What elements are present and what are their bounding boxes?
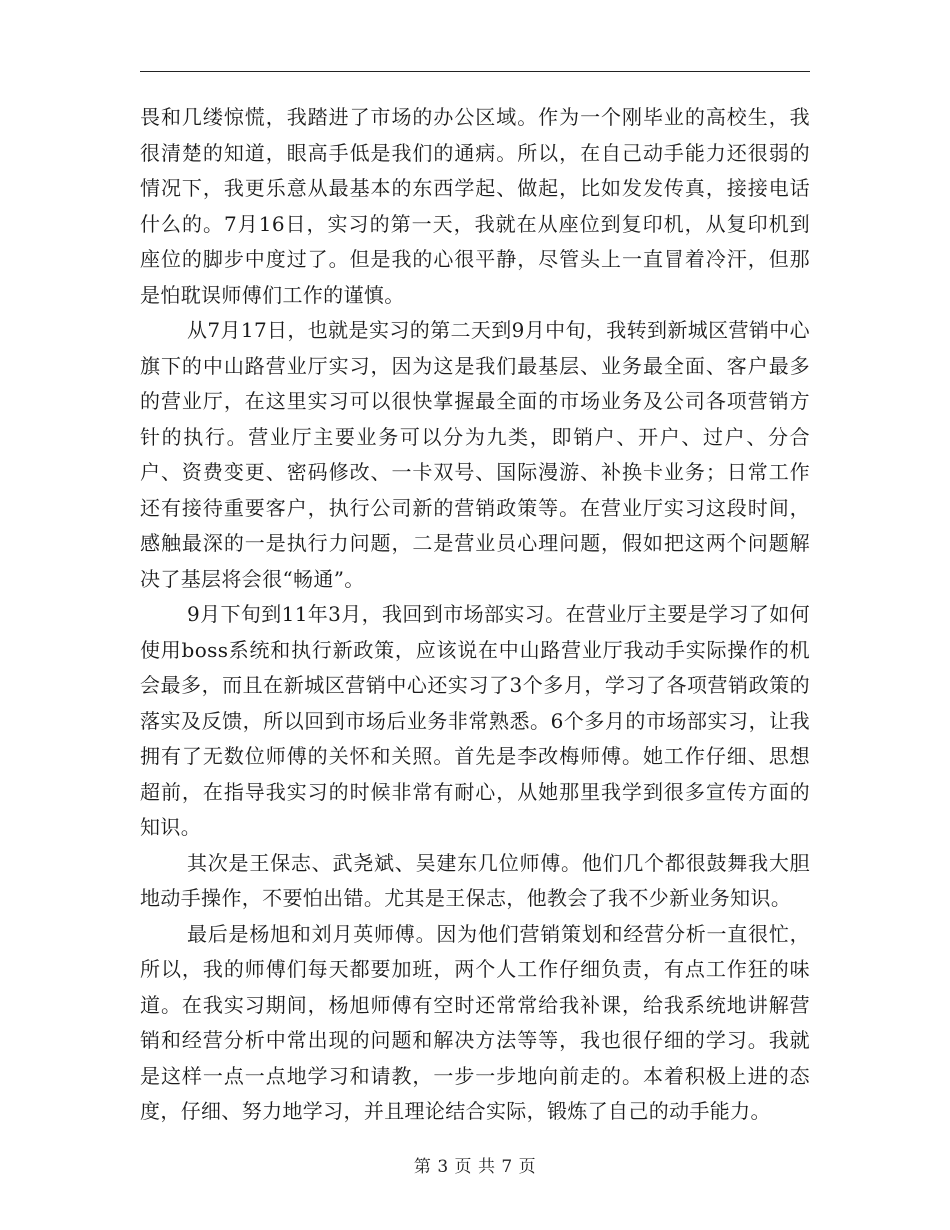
page-number-footer: 第 3 页 共 7 页 (413, 1157, 537, 1177)
paragraph-3: 9月下旬到11年3月，我回到市场部实习。在营业厅主要是学习了如何使用boss系统和执行新政策，应该说在中山路营业厅我动手实际操作的机会最多，而且在新城区营销中心还实习了3个多月，学习了各项营销政策的落实及反馈，所以回到市场后业务非常熟悉。6个多月的市场部实习，让我拥有了无数位师傅的关怀和关照。首先是李改梅师傅。她工作仔细、思想超前，在指导我实习的时候非常有耐心，从她那里我学到很多宣传方面的知识。 (140, 602, 810, 839)
paragraph-2: 从7月17日，也就是实习的第二天到9月中旬，我转到新城区营销中心旗下的中山路营业厅实习，因为这是我们最基层、业务最全面、客户最多的营业厅，在这里实习可以很快掌握最全面的市场业务及公司各项营销方针的执行。营业厅主要业务可以分为九类，即销户、开户、过户、分合户、资费变更、密码修改、一卡双号、国际漫游、补换卡业务；日常工作还有接待重要客户，执行公司新的营销政策等。在营业厅实习这段时间，感触最深的一是执行力问题，二是营业员心理问题，假如把这两个问题解决了基层将会很“畅通”。 (140, 318, 810, 591)
document-body (140, 100, 810, 1130)
paragraph-4: 其次是王保志、武尧斌、吴建东几位师傅。他们几个都很鼓舞我大胆地动手操作，不要怕出错。尤其是王保志，他教会了我不少新业务知识。 (140, 850, 810, 910)
header-rule (140, 71, 810, 72)
paragraph-1: 畏和几缕惊慌，我踏进了市场的办公区域。作为一个刚毕业的高校生，我很清楚的知道，眼高手低是我们的通病。所以，在自己动手能力还很弱的情况下，我更乐意从最基本的东西学起、做起，比如发发传真，接接电话什么的。7月16日，实习的第一天，我就在从座位到复印机，从复印机到座位的脚步中度过了。但是我的心很平静，尽管头上一直冒着冷汗，但那是怕耽误师傅们工作的谨慎。 (140, 105, 810, 307)
paragraph-5: 最后是杨旭和刘月英师傅。因为他们营销策划和经营分析一直很忙，所以，我的师傅们每天都要加班，两个人工作仔细负责，有点工作狂的味道。在我实习期间，杨旭师傅有空时还常常给我补课，给我系统地讲解营销和经营分析中常出现的问题和解决方法等等，我也很仔细的学习。我就是这样一点一点地学习和请教，一步一步地向前走的。本着积极上进的态度，仔细、努力地学习，并且理论结合实际，锻炼了自己的动手能力。 (140, 921, 810, 1123)
